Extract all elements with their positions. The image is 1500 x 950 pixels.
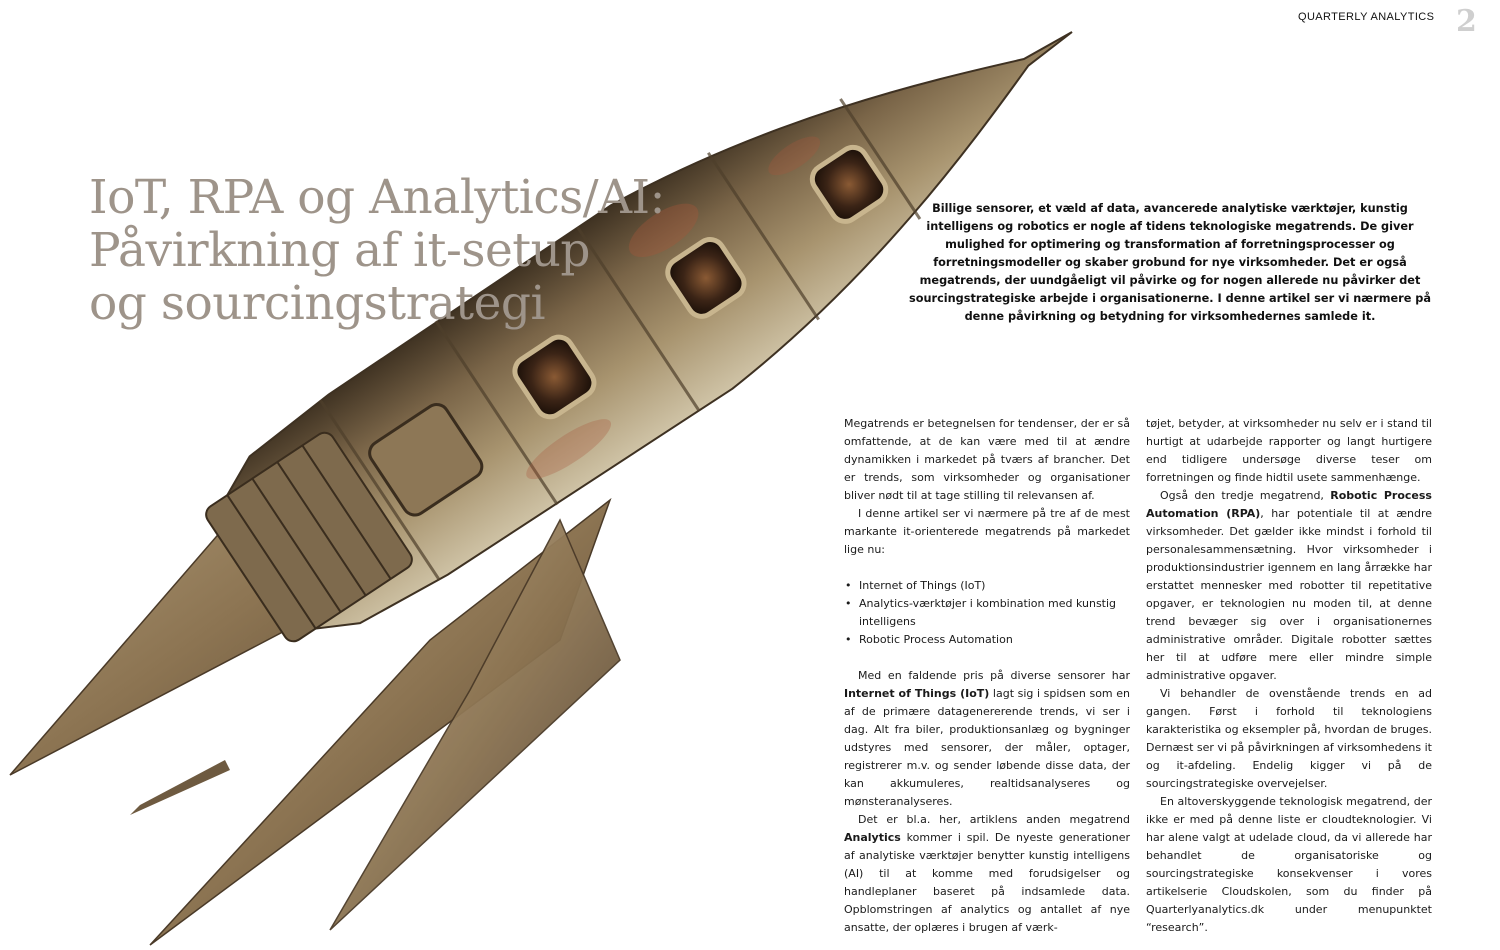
body-column-right <box>1146 415 1432 937</box>
page-number: 2 <box>1456 4 1477 39</box>
body-column-left <box>844 415 1130 937</box>
article-title <box>89 171 709 330</box>
bold-term: Robotic Process Automation (RPA) <box>1146 489 1432 520</box>
body-paragraph: tøjet, betyder, at virksomheder nu selv er i stand til hurtigt at udarbejde rapporter og langt hurtigere end tidligere undersøge diverse teser om forretningen og finde hidtil usete sammenhænge. <box>1146 417 1432 484</box>
body-paragraph <box>844 667 1130 811</box>
body-paragraph: En altoverskyggende teknologisk megatrend, der ikke er med på denne liste er cloudteknologier. Vi har alene valgt at udelade cloud, da vi allerede har behandlet de organisatoriske og sourcingstrategiske konsekvenser i vores artikelserie Cloudskolen, som du finder på Quarterlyanalytics.dk under menupunktet “research”. <box>1146 795 1432 934</box>
paragraph-text: Også den tredje megatrend, <box>1160 489 1331 502</box>
body-paragraph: Vi behandler de ovenstående trends en ad gangen. Først i forhold til teknologiens karakteristika og eksempler på, hvordan de bruges. Dernæst ser vi på påvirkningen af virksomhedens it og it-afdeling. Endelig kigger vi på de sourcingstrategiske overvejelser. <box>1146 687 1432 790</box>
paragraph-text: Det er bl.a. her, artiklens anden megatrend <box>858 813 1130 826</box>
rocket-exhaust-spike <box>130 760 230 815</box>
paragraph-text: , har potentiale til at ændre virksomheder. Det gælder ikke mindst i forhold til personalesammensætning. Hvor virksomheder i produktionsindustrier igennem en lang årrække har erstattet mennesker med robotter til repetitative opgaver, er teknologien nu moden til, at denne trend bevæger sig over i organisationernes administrative områder. Digitale robotter sættes her til at udføre mere eller mindre simple administrative opgaver. <box>1146 507 1432 682</box>
article-lead: Billige sensorer, et væld af data, avancerede analytiske værktøjer, kunstig intelligens og robotics er nogle af tidens teknologiske megatrends. De giver mulighed for optimering og transformation af forretningsprocesser og forretningsmodeller og skaber grobund for nye virksomheder. Det er også megatrends, der uundgåeligt vil påvirke og for nogen allerede nu påvirker det sourcingstrategiske arbejde i organisationerne. I denne artikel ser vi nærmere på denne påvirkning og betydning for virksomhedernes samlede it. <box>908 202 1432 323</box>
body-paragraph <box>1146 487 1432 685</box>
list-item: • Analytics-værktøjer i kombination med kunstig intelligens <box>844 595 1130 631</box>
list-item: • Robotic Process Automation <box>844 631 1130 649</box>
title-line: og sourcingstrategi <box>89 276 546 331</box>
body-paragraph <box>844 811 1130 937</box>
bold-term: Internet of Things (IoT) <box>844 687 990 700</box>
paragraph-text: Med en faldende pris på diverse sensorer har <box>858 669 1130 682</box>
body-paragraph: I denne artikel ser vi nærmere på tre af de mest markante it-orienterede megatrends på markedet lige nu: <box>844 507 1130 556</box>
body-paragraph: Megatrends er betegnelsen for tendenser, der er så omfattende, at de kan være med til at ændre dynamikken i markedet på tværs af brancher. Det er trends, som virksomheder og organisationer bliver nødt til at tage stilling til relevansen af. <box>844 417 1130 502</box>
list-item: • Internet of Things (IoT) <box>844 577 1130 595</box>
title-line: Påvirkning af it-setup <box>89 223 590 278</box>
title-line: IoT, RPA og Analytics/AI: <box>89 170 665 225</box>
bold-term: Analytics <box>844 831 901 844</box>
megatrend-list <box>844 577 1130 649</box>
magazine-name: QUARTERLY ANALYTICS <box>1298 11 1435 23</box>
paragraph-text: lagt sig i spidsen som en af de primære datagenererende trends, vi ser i dag. Alt fra biler, produktionsanlæg og bygninger udstyres med sensorer, der måler, optager, registrerer m.v. og sender løbende disse data, der kan akkumuleres, realtidsanalyseres og mønsteranalyseres. <box>844 687 1130 808</box>
paragraph-text: kommer i spil. De nyeste generationer af analytiske værktøjer benytter kunstig intelligens (AI) til at komme med forudsigelser og handleplaner baseret på indsamlede data. Opblomstringen af analytics og antallet af nye ansatte, der oplæres i brugen af værk- <box>844 831 1130 934</box>
